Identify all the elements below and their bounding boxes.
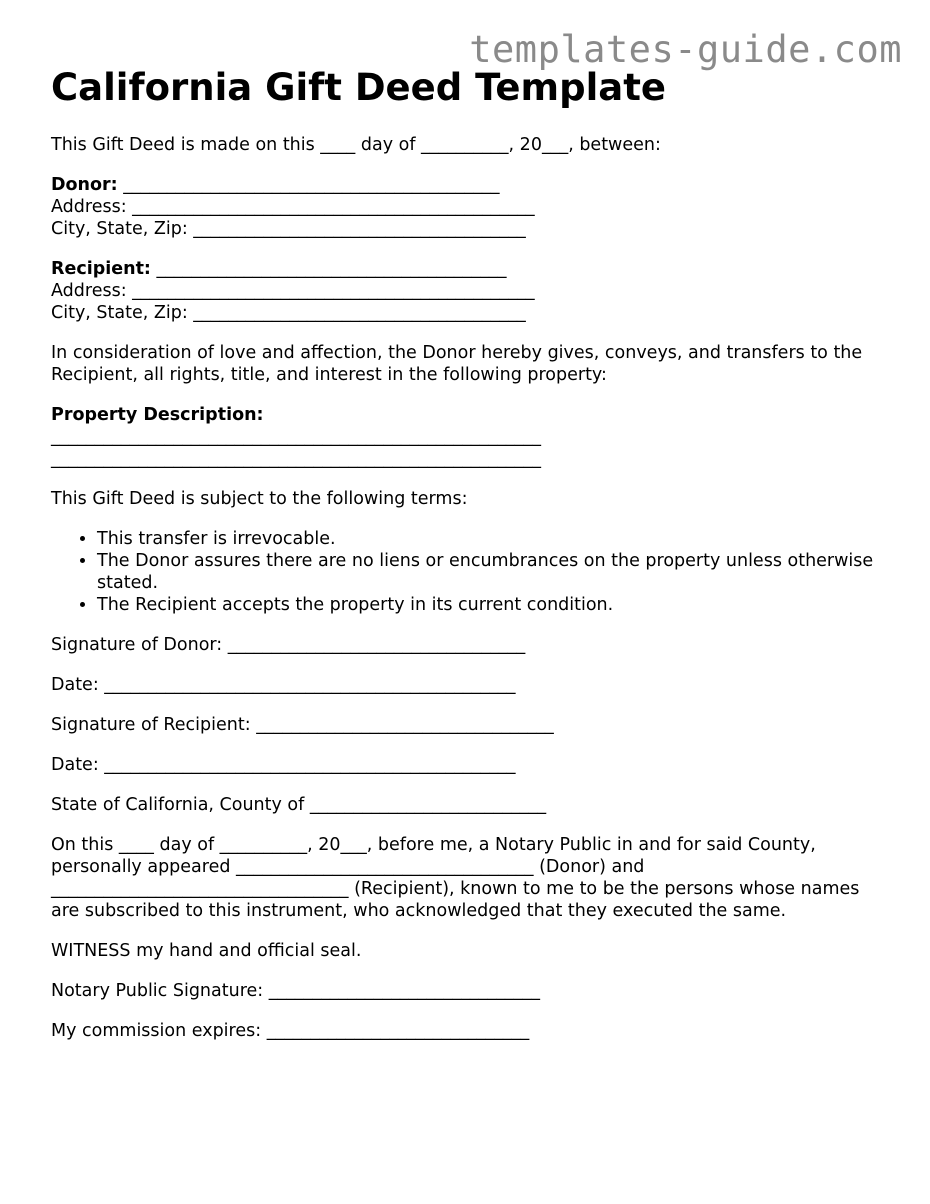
terms-list [51,528,891,616]
recipient-name-blank: ________________________________________ [150,259,507,279]
intro-text: This Gift Deed is made on this ____ day of __________, 20___, between: [51,135,661,155]
recipient-section [51,258,891,324]
property-label [51,404,891,426]
recipient-line [51,258,891,280]
recipient-address: Address: ______________________________________________ [51,281,535,301]
county-line: State of California, County of ___________________________ [51,795,547,815]
consideration-text: In consideration of love and affection, the Donor hereby gives, conveys, and transfers to the Recipient, all rights, title, and interest in the following property: [51,343,868,385]
property-section [51,404,891,470]
recipient-date-line: Date: _______________________________________________ [51,755,516,775]
donor-section [51,174,891,240]
donor-address: Address: ______________________________________________ [51,197,535,217]
donor-signature-line: Signature of Donor: __________________________________ [51,635,526,655]
property-line-2: ________________________________________________________ [51,449,541,469]
property-label-text: Property Description: [51,405,264,425]
document-title: California Gift Deed Template [51,66,666,109]
donor-name-blank: ___________________________________________ [117,175,500,195]
commission-line: My commission expires: ______________________________ [51,1021,530,1041]
property-line-1: ________________________________________________________ [51,427,541,447]
document-page [51,66,891,1042]
recipient-label: Recipient: [51,259,151,279]
watermark: templates-guide.com [469,28,902,71]
list-item: • The Donor assures there are no liens or encumbrances on the property unless otherwise stated. [97,550,891,594]
notary-signature-line: Notary Public Signature: _______________________________ [51,981,540,1001]
donor-date-line: Date: _______________________________________________ [51,675,516,695]
terms-intro: This Gift Deed is subject to the following terms: [51,489,468,509]
notary-paragraph: On this ____ day of __________, 20___, before me, a Notary Public in and for said County, personally appeared __________________________________ (Donor) and __________________________________ (Recipient), known to me to be the persons whose names are subscribed to this instrument, who acknowledged that they executed the same. [51,835,865,921]
donor-label: Donor: [51,175,118,195]
donor-city: City, State, Zip: ______________________________________ [51,219,526,239]
recipient-signature-line: Signature of Recipient: __________________________________ [51,715,554,735]
recipient-city: City, State, Zip: ______________________________________ [51,303,526,323]
donor-line [51,174,891,196]
list-item: • This transfer is irrevocable. [97,528,891,550]
witness-line: WITNESS my hand and official seal. [51,941,362,961]
list-item: • The Recipient accepts the property in its current condition. [97,594,891,616]
